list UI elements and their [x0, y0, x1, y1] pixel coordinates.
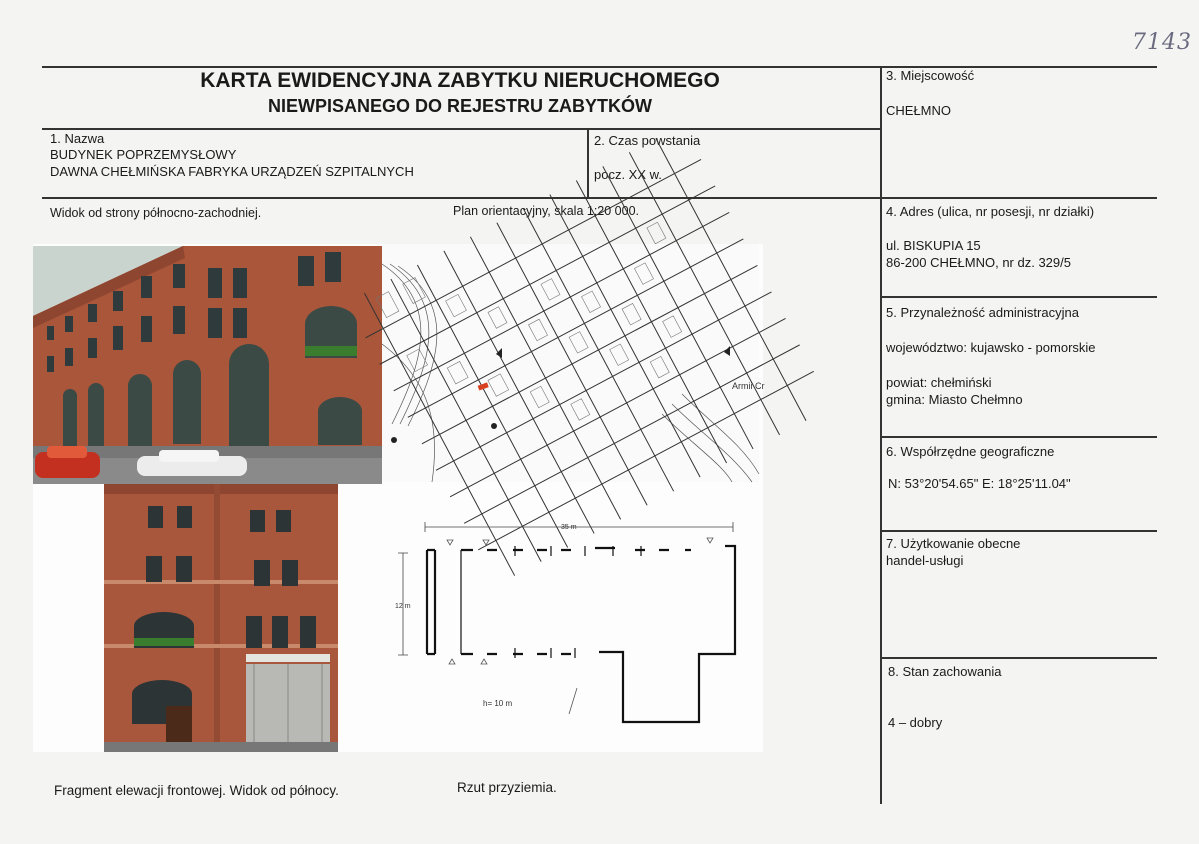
ground-floor-plan — [395, 518, 745, 733]
field5-voivodeship: województwo: kujawsko - pomorskie — [886, 340, 1096, 355]
field7-value: handel-usługi — [886, 553, 964, 568]
field7-label: 7. Użytkowanie obecne — [886, 536, 1021, 551]
field8-value: 4 – dobry — [888, 715, 943, 730]
caption-plan: Plan orientacyjny, skala 1:20 000. — [453, 204, 639, 218]
catalog-number: 7143 — [1132, 30, 1192, 55]
map-street-label: Armii Cr — [732, 381, 765, 391]
field6-label: 6. Współrzędne geograficzne — [886, 444, 1055, 459]
card-subtitle: NIEWPISANEGO DO REJESTRU ZABYTKÓW — [267, 96, 653, 116]
field3-value: CHEŁMNO — [886, 103, 952, 118]
field2-value: pocz. XX w. — [594, 167, 662, 182]
caption-view-nw: Widok od strony północno-zachodniej. — [50, 206, 262, 220]
frame-line-f4 — [881, 296, 1157, 298]
field5-label: 5. Przynależność administracyjna — [886, 305, 1079, 320]
plan-height-label: 12 m — [395, 603, 411, 610]
field1-line1: BUDYNEK POPRZEMYSŁOWY — [50, 147, 237, 162]
orientation-map — [382, 244, 765, 482]
field2-label: 2. Czas powstania — [594, 133, 701, 148]
frame-line-title-bottom — [42, 128, 880, 130]
field5-county: powiat: chełmiński — [886, 375, 992, 390]
caption-ground-plan: Rzut przyziemia. — [457, 780, 557, 795]
photo-building-northwest — [33, 246, 382, 484]
field1-label: 1. Nazwa — [50, 131, 105, 146]
card-title: KARTA EWIDENCYJNA ZABYTKU NIERUCHOMEGO — [200, 69, 720, 92]
field5-commune: gmina: Miasto Chełmno — [886, 392, 1023, 407]
caption-fragment: Fragment elewacji frontowej. Widok od północy. — [54, 783, 339, 798]
frame-top-line — [42, 66, 1157, 68]
frame-divider-main — [880, 66, 882, 804]
frame-divider-field2 — [587, 128, 589, 198]
field3-label: 3. Miejscowość — [886, 68, 975, 83]
frame-line-f6 — [881, 530, 1157, 532]
field6-value: N: 53°20'54.65" E: 18°25'11.04" — [888, 476, 1071, 491]
field4-line2: 86-200 CHEŁMNO, nr dz. 329/5 — [886, 255, 1071, 270]
frame-line-f7 — [881, 657, 1157, 659]
plan-width-label: 35 m — [561, 524, 577, 531]
field4-line1: ul. BISKUPIA 15 — [886, 238, 981, 253]
frame-line-f5 — [881, 436, 1157, 438]
frame-line-row2-bottom — [42, 197, 1157, 199]
plan-height-note: h= 10 m — [483, 699, 513, 708]
field4-label: 4. Adres (ulica, nr posesji, nr działki) — [886, 204, 1095, 219]
field1-line2: DAWNA CHEŁMIŃSKA FABRYKA URZĄDZEŃ SZPITALNYCH — [50, 164, 414, 179]
photo-facade-fragment — [104, 484, 338, 752]
field8-label: 8. Stan zachowania — [888, 664, 1002, 679]
